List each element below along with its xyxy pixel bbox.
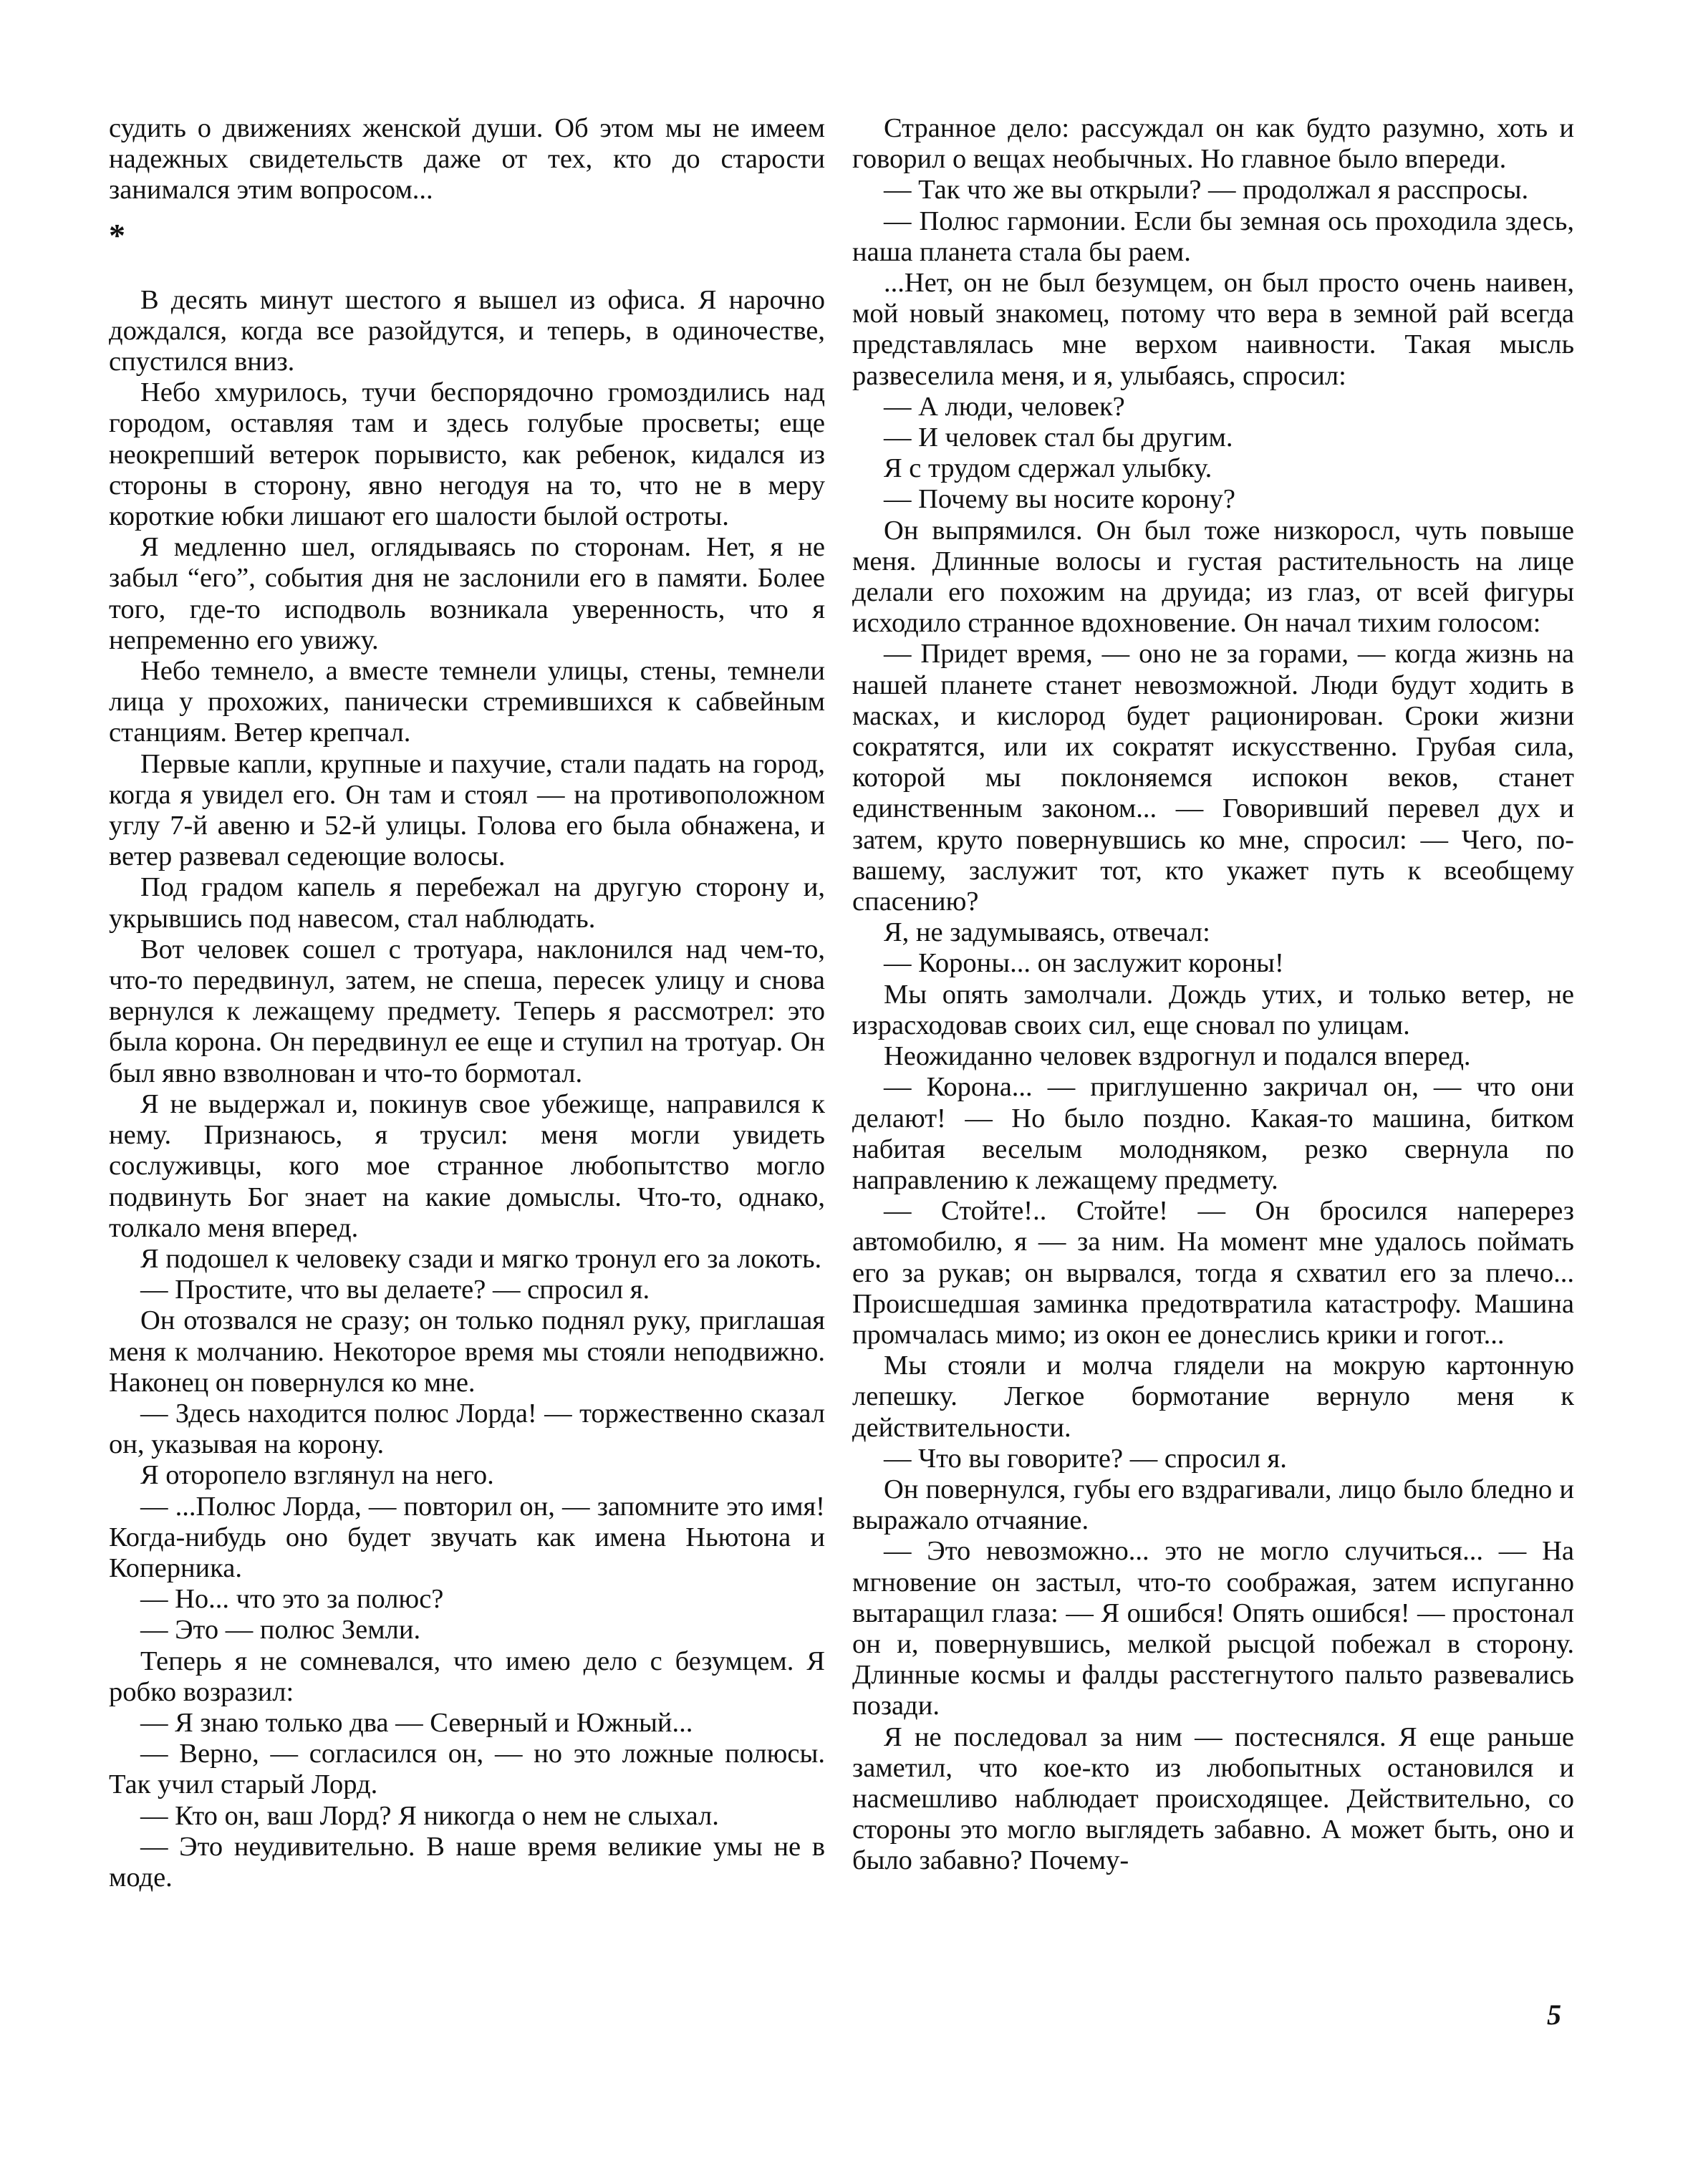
paragraph: Я не выдержал и, покинув свое убежище, направился к нему. Признаюсь, я трусил: меня могли увидеть сослуживцы, кого мое странное любопытство могло подвинуть Бог знает на какие домыслы. Что-то, однако, толкало меня вперед.: [109, 1088, 825, 1243]
dialogue-line: — Корона... — приглушенно закричал он, — что они делают! — Но было поздно. Какая-то машина, битком набитая веселым молодняком, резко свернула по направлению к лежащему предмету.: [852, 1072, 1574, 1195]
dialogue-line: — Это неудивительно. В наше время великие умы не в моде.: [109, 1831, 825, 1893]
paragraph: Я оторопело взглянул на него.: [140, 1460, 494, 1491]
paragraph: Первые капли, крупные и пахучие, стали падать на город, когда я увидел его. Он там и стоял — на противоположном углу 7-й авеню и 52-й улицы. Голова его была обнажена, и ветер развевал седеющие волосы.: [109, 748, 825, 872]
dialogue-line: — Стойте!.. Стойте! — Он бросился наперерез автомобилю, я — за ним. На момент мне удалось поймать его за рукав; он вырвался, тогда я схватил его за плечо... Происшедшая заминка предотвратила катастрофу. Машина промчалась мимо; из окон ее донеслись крики и гогот...: [852, 1196, 1574, 1350]
paragraph: Теперь я не сомневался, что имею дело с безумцем. Я робко возразил:: [109, 1646, 825, 1707]
paragraph: Мы опять замолчали. Дождь утих, и только ветер, не израсходовав своих сил, еще сновал по улицам.: [852, 979, 1574, 1040]
paragraph: ...Нет, он не был безумцем, он был просто очень наивен, мой новый знакомец, потому что вера в земной рай всегда представлялась мне верхом наивности. Такая мысль развеселила меня, и я, улыбаясь, спросил:: [852, 268, 1574, 391]
section-separator: *: [109, 216, 125, 253]
dialogue-line: — Почему вы носите корону?: [884, 484, 1236, 515]
paragraph: Под градом капель я перебежал на другую сторону и, укрывшись под навесом, стал наблюдать.: [109, 872, 825, 934]
left-text-column: [109, 113, 825, 1893]
dialogue-line: — Но... что это за полюс?: [140, 1584, 444, 1615]
paragraph: Небо хмурилось, тучи беспорядочно громоздились над городом, оставляя там и здесь голубые просветы; еще неокрепший ветерок порывисто, как ребенок, кидался из стороны в сторону, явно негодуя на то, что не в меру короткие юбки лишают его шалости былой остроты.: [109, 377, 825, 532]
dialogue-line: — Придет время, — оно не за горами, — когда жизнь на нашей планете станет невозможной. Люди будут ходить в масках, и кислород будет рационирован. Сроки жизни сократятся, или их сократят искусственно. Грубая сила, которой мы поклоняемся испокон веков, станет единственным законом... — Говоривший перевел дух и затем, круто повернувшись ко мне, спросил: — Чего, по-вашему, заслужит тот, кто укажет путь к всеобщему спасению?: [852, 639, 1574, 917]
paragraph: Я подошел к человеку сзади и мягко тронул его за локоть.: [140, 1243, 822, 1274]
dialogue-line: — Так что же вы открыли? — продолжал я расспросы.: [884, 175, 1529, 206]
paragraph: Он выпрямился. Он был тоже низкоросл, чуть повыше меня. Длинные волосы и густая растительность на лице делали его похожим на друида; из глаз, от всей фигуры исходило странное вдохновение. Он начал тихим голосом:: [852, 515, 1574, 639]
paragraph: Я не последовал за ним — постеснялся. Я еще раньше заметил, что кое-кто из любопытных остановился и насмешливо наблюдает происходящее. Действительно, со стороны это могло выглядеть забавно. А может быть, оно и было забавно? Почему-: [852, 1721, 1574, 1876]
dialogue-line: — Кто он, ваш Лорд? Я никогда о нем не слыхал.: [140, 1800, 719, 1831]
paragraph: Он отозвался не сразу; он только поднял руку, приглашая меня к молчанию. Некоторое время мы стояли неподвижно. Наконец он повернулся ко мне.: [109, 1305, 825, 1398]
dialogue-line: — ...Полюс Лорда, — повторил он, — запомните это имя! Когда-нибудь оно будет звучать как имена Ньютона и Коперника.: [109, 1491, 825, 1583]
dialogue-line: — Короны... он заслужит короны!: [884, 948, 1284, 979]
paragraph: Я, не задумываясь, отвечал:: [884, 917, 1210, 948]
dialogue-line: — Простите, что вы делаете? — спросил я.: [140, 1275, 650, 1305]
paragraph: Он повернулся, губы его вздрагивали, лицо было бледно и выражало отчаяние.: [852, 1474, 1574, 1536]
dialogue-line: — Это — полюс Земли.: [140, 1615, 421, 1646]
dialogue-line: — А люди, человек?: [884, 391, 1125, 422]
paragraph: Неожиданно человек вздрогнул и подался вперед.: [884, 1041, 1471, 1072]
dialogue-line: — И человек стал бы другим.: [884, 422, 1233, 453]
page-number: 5: [1547, 1999, 1561, 2031]
paragraph: Небо темнело, а вместе темнели улицы, стены, темнели лица у прохожих, панически стремившихся к сабвейным станциям. Ветер крепчал.: [109, 656, 825, 748]
dialogue-line: — Здесь находится полюс Лорда! — торжественно сказал он, указывая на корону.: [109, 1398, 825, 1460]
dialogue-line: — Полюс гармонии. Если бы земная ось проходила здесь, наша планета стала бы раем.: [852, 206, 1574, 267]
dialogue-line: — Я знаю только два — Северный и Южный...: [140, 1707, 693, 1738]
right-text-column: [852, 113, 1574, 1877]
paragraph: В десять минут шестого я вышел из офиса. Я нарочно дождался, когда все разойдутся, и теперь, в одиночестве, спустился вниз.: [109, 284, 825, 377]
dialogue-line: — Что вы говорите? — спросил я.: [884, 1443, 1287, 1474]
dialogue-line: — Это невозможно... это не могло случиться... — На мгновение он застыл, что-то соображая, затем испуганно вытаращил глаза: — Я ошибся! Опять ошибся! — простонал он и, повернувшись, мелкой рысцой побежал в сторону. Длинные космы и фалды расстегнутого пальто развевались позади.: [852, 1536, 1574, 1721]
dialogue-line: — Верно, — согласился он, — но это ложные полюсы. Так учил старый Лорд.: [109, 1739, 825, 1800]
paragraph: Странное дело: рассуждал он как будто разумно, хоть и говорил о вещах необычных. Но главное было впереди.: [852, 113, 1574, 175]
paragraph: судить о движениях женской души. Об этом мы не имеем надежных свидетельств даже от тех, кто до старости занимался этим вопросом...: [109, 113, 825, 206]
paragraph: Мы стояли и молча глядели на мокрую картонную лепешку. Легкое бормотание вернуло меня к действительности.: [852, 1350, 1574, 1443]
paragraph: Я с трудом сдержал улыбку.: [884, 453, 1212, 484]
paragraph: Вот человек сошел с тротуара, наклонился над чем-то, что-то передвинул, затем, не спеша, пересек улицу и снова вернулся к лежащему предмету. Теперь я рассмотрел: это была корона. Он передвинул ее еще и ступил на тротуар. Он был явно взволнован и что-то бормотал.: [109, 934, 825, 1088]
paragraph: Я медленно шел, оглядываясь по сторонам. Нет, я не забыл “его”, события дня не заслонили его в памяти. Более того, где-то исподволь возникала уверенность, что я непременно его увижу.: [109, 532, 825, 655]
